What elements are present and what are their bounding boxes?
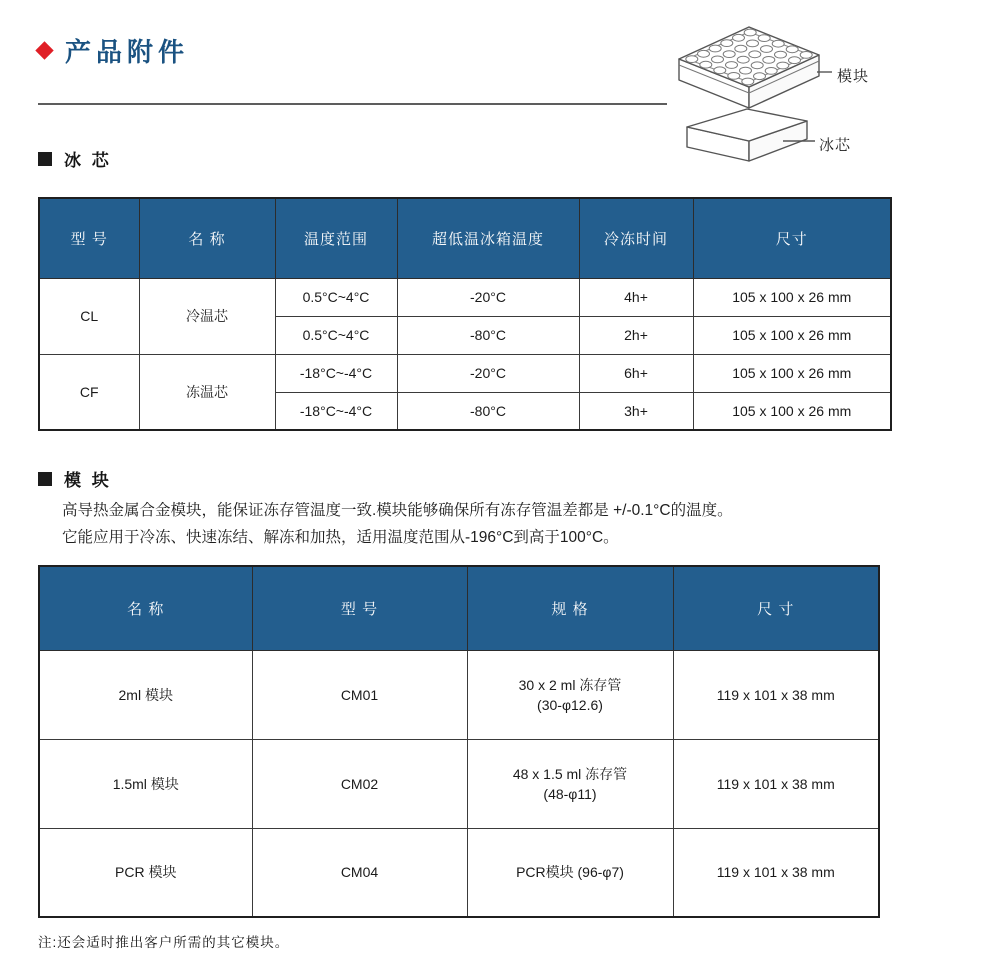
cell-spec bbox=[467, 828, 673, 917]
module-description-line1: 高导热金属合金模块，能保证冻存管温度一致.模块能够确保所有冻存管温差都是 +/-0.1°C的温度。 bbox=[62, 502, 733, 519]
cell-freezer-temp: -20°C bbox=[397, 354, 579, 392]
cell-freeze-time: 6h+ bbox=[579, 354, 693, 392]
footnote: 注:还会适时推出客户所需的其它模块。 bbox=[38, 935, 290, 950]
col-header-temp-range: 温度范围 bbox=[275, 198, 397, 278]
cell-name: 1.5ml 模块 bbox=[39, 739, 252, 828]
table-row bbox=[39, 828, 879, 917]
title-divider bbox=[38, 103, 667, 105]
spec-line2: (30-φ12.6) bbox=[537, 696, 603, 713]
table-row bbox=[39, 739, 879, 828]
cell-name: 冻温芯 bbox=[139, 354, 275, 430]
cell-freeze-time: 2h+ bbox=[579, 316, 693, 354]
col-header-size: 尺寸 bbox=[693, 198, 891, 278]
col-header-size: 尺 寸 bbox=[673, 566, 879, 650]
red-diamond-icon bbox=[35, 41, 53, 59]
cell-temp-range: 0.5°C~4°C bbox=[275, 316, 397, 354]
module-label: 模块 bbox=[837, 68, 870, 85]
cell-size: 105 x 100 x 26 mm bbox=[693, 278, 891, 316]
col-header-model: 型 号 bbox=[252, 566, 467, 650]
table-row bbox=[39, 354, 891, 392]
cell-size: 105 x 100 x 26 mm bbox=[693, 316, 891, 354]
table-row bbox=[39, 278, 891, 316]
black-square-icon bbox=[38, 152, 52, 166]
col-header-model: 型 号 bbox=[39, 198, 139, 278]
cell-spec bbox=[467, 739, 673, 828]
col-header-name: 名 称 bbox=[39, 566, 252, 650]
ice-core-label: 冰芯 bbox=[819, 137, 852, 154]
module-table bbox=[38, 565, 880, 918]
black-square-icon bbox=[38, 472, 52, 486]
cell-freezer-temp: -80°C bbox=[397, 316, 579, 354]
cell-model: CF bbox=[39, 354, 139, 430]
col-header-freeze-time: 冷冻时间 bbox=[579, 198, 693, 278]
cell-name: PCR 模块 bbox=[39, 828, 252, 917]
product-parts-illustration bbox=[665, 15, 990, 173]
cell-size: 119 x 101 x 38 mm bbox=[673, 828, 879, 917]
col-header-freezer-temp: 超低温冰箱温度 bbox=[397, 198, 579, 278]
ice-core-table bbox=[38, 197, 892, 431]
cell-spec bbox=[467, 650, 673, 739]
module-description-line2: 它能应用于冷冻、快速冻结、解冻和加热，适用温度范围从-196°C到高于100°C。 bbox=[62, 529, 619, 546]
cell-size: 105 x 100 x 26 mm bbox=[693, 392, 891, 430]
section-heading-label: 冰 芯 bbox=[64, 151, 112, 170]
section-heading-label: 模 块 bbox=[64, 471, 112, 490]
cell-model: CM04 bbox=[252, 828, 467, 917]
ice-core-table-header-row bbox=[39, 198, 891, 278]
cell-size: 119 x 101 x 38 mm bbox=[673, 650, 879, 739]
module-description bbox=[62, 497, 962, 551]
cell-name: 2ml 模块 bbox=[39, 650, 252, 739]
col-header-name: 名 称 bbox=[139, 198, 275, 278]
cell-size: 105 x 100 x 26 mm bbox=[693, 354, 891, 392]
cell-size: 119 x 101 x 38 mm bbox=[673, 739, 879, 828]
cell-freeze-time: 3h+ bbox=[579, 392, 693, 430]
cell-freezer-temp: -20°C bbox=[397, 278, 579, 316]
page-title: 产品附件 bbox=[65, 37, 190, 67]
cell-model: CM02 bbox=[252, 739, 467, 828]
spec-line1: PCR模块 (96-φ7) bbox=[516, 864, 624, 881]
col-header-spec: 规 格 bbox=[467, 566, 673, 650]
module-table-header-row bbox=[39, 566, 879, 650]
cell-freezer-temp: -80°C bbox=[397, 392, 579, 430]
page-title-row bbox=[38, 32, 189, 69]
cell-name: 冷温芯 bbox=[139, 278, 275, 354]
cell-freeze-time: 4h+ bbox=[579, 278, 693, 316]
section-heading-ice-core bbox=[38, 146, 112, 171]
spec-line2: (48-φ11) bbox=[543, 785, 597, 802]
spec-line1: 48 x 1.5 ml 冻存管 bbox=[512, 765, 628, 782]
cell-temp-range: 0.5°C~4°C bbox=[275, 278, 397, 316]
cell-model: CL bbox=[39, 278, 139, 354]
cell-temp-range: -18°C~-4°C bbox=[275, 392, 397, 430]
cell-model: CM01 bbox=[252, 650, 467, 739]
table-row bbox=[39, 650, 879, 739]
spec-line1: 30 x 2 ml 冻存管 bbox=[518, 676, 622, 693]
cell-temp-range: -18°C~-4°C bbox=[275, 354, 397, 392]
section-heading-module bbox=[38, 466, 112, 491]
